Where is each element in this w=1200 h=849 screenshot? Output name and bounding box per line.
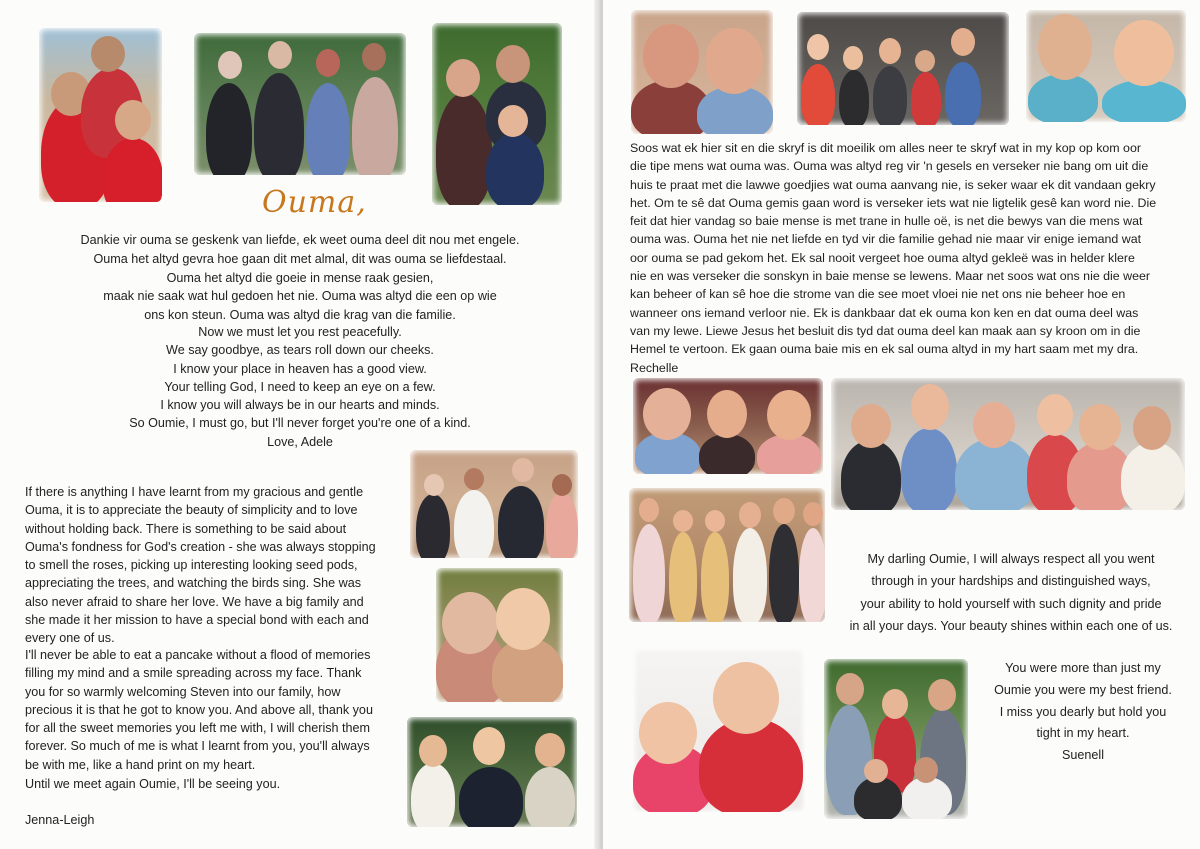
text-line: ouma was. Ouma het nie net liefde en tyd vir die familie gehad nie maar vir enige iemand wat xyxy=(630,232,1142,247)
text-line: every one of us. xyxy=(25,631,115,646)
text-line: You were more than just my xyxy=(1005,661,1161,675)
text-line: be with me, like a hand print on my heart. xyxy=(25,757,256,772)
text-line: for all the sweet memories you left me with, I will cherish them xyxy=(25,721,371,736)
photo-family-child xyxy=(432,23,562,205)
text-line: Soos wat ek hier sit en die skryf is dit moeilik om alles neer te skryf wat in my kop op kom oor xyxy=(630,141,1141,155)
text-line: kan beheer of kan sê hoe die strome van die see moet vloei nie net ons nie beheer hoe en xyxy=(630,287,1126,302)
text-line: Your telling God, I need to keep an eye on a few. xyxy=(164,379,436,394)
text-line: she made it her mission to have a special bond with each and xyxy=(25,613,369,628)
text-line: I miss you dearly but hold you xyxy=(999,704,1167,719)
darling-oumie-message xyxy=(825,548,1197,638)
text-line: nie en was verseker die sonskyn in baie mense se lewens. Maar net soos wat ons nie die weer xyxy=(630,269,1150,284)
text-line: wanneer ons iemand verloor nie. Ek is dankbaar dat ek ouma kon ken en dat ouma deel was xyxy=(630,305,1139,320)
photo-big-family-group xyxy=(831,378,1185,510)
text-line: feit dat hier vandag so baie mense is met trane in hulle oë, is net die bewys van die mens wat xyxy=(630,214,1143,229)
text-line: precious it is that he got to know you. And above all, thank you xyxy=(25,702,373,717)
photo-two-women xyxy=(436,568,563,702)
text-line: Oumie you were my best friend. xyxy=(994,682,1172,697)
text-line: I know your place in heaven has a good view. xyxy=(173,361,427,376)
adele-afrikaans-message xyxy=(40,231,560,325)
text-line: through in your hardships and distinguished ways, xyxy=(871,574,1151,589)
text-line: tight in my heart. xyxy=(1036,726,1130,741)
text-line: also never afraid to share her love. We have a big family and xyxy=(25,594,364,609)
photo-three-people xyxy=(633,378,823,474)
text-line: So Oumie, I must go, but I'll never forget you're one of a kind. xyxy=(129,416,471,431)
text-line: filling my mind and a smile spreading across my face. Thank xyxy=(25,666,362,681)
text-line: het. Om te sê dat Ouma gemis gaan word is verseker iets wat nie ligtelik gesê kan word nie. Die xyxy=(630,195,1157,210)
suenell-message xyxy=(973,658,1193,767)
photo-couple xyxy=(631,10,773,134)
jenna-paragraph-2 xyxy=(25,646,405,774)
text-line: Now we must let you rest peacefully. xyxy=(198,325,402,339)
text-line: My darling Oumie, I will always respect all you went xyxy=(867,552,1155,566)
text-line: to smell the roses, picking up interesting looking seed pods, xyxy=(25,558,358,573)
adele-poem xyxy=(40,323,560,451)
text-line: Ouma het altyd gevra hoe gaan dit met almal, dit was ouma se liefdestaal. xyxy=(93,251,507,266)
text-line: I know you will always be in our hearts and minds. xyxy=(160,398,440,413)
text-line: die tipe mens wat ouma was. Ouma was altyd reg vir 'n gesels en verseker nie bang om uit die xyxy=(630,159,1149,174)
text-line: Hemel te vertoon. Ek gaan ouma baie mis en ek sal ouma altyd in my hart saam met my dra. xyxy=(630,342,1139,357)
left-page xyxy=(0,0,598,849)
rechelle-message xyxy=(630,139,1195,377)
text-line: I'll never be able to eat a pancake without a flood of memories xyxy=(25,648,371,662)
text-line: in all your days. Your beauty shines within each one of us. xyxy=(849,619,1173,634)
adele-signature: Love, Adele xyxy=(267,434,333,449)
photo-family-six xyxy=(797,12,1009,125)
text-line: without holding back. There is something to be said about xyxy=(25,521,347,536)
text-line: huis te praat met die lawwe goedjies wat ouma aanvang nie, is seker waar ek dit vandaan gekry xyxy=(630,177,1156,192)
text-line: If there is anything I have learnt from my gracious and gentle xyxy=(25,485,364,499)
jenna-paragraph-3: Until we meet again Oumie, I'll be seeing you. xyxy=(25,777,281,791)
photo-wedding-party xyxy=(629,488,825,622)
text-line: Ouma's fondness for God's creation - she was always stopping xyxy=(25,539,376,554)
right-page xyxy=(603,0,1200,849)
jenna-signature: Jenna-Leigh xyxy=(25,813,95,827)
photo-group-seniors xyxy=(194,33,406,175)
photo-two-women-smiling xyxy=(1026,10,1186,122)
photo-grandmother-girl xyxy=(633,648,805,812)
photo-graduation xyxy=(407,717,577,827)
text-line: van my lewe. Liewe Jesus het besluit dis tyd dat ouma deel kan maak aan sy kroon om in die xyxy=(630,323,1141,338)
text-line: Ouma het altyd die goeie in mense raak gesien, xyxy=(166,270,434,285)
text-line: oor ouma se pad gekom het. Ek sal nooit vergeet hoe ouma altyd gekleë was in helder klere xyxy=(630,250,1135,265)
text-line: maak nie saak wat hul gedoen het nie. Ouma was altyd die een op wie xyxy=(103,289,497,304)
photo-family-rugby xyxy=(39,28,162,202)
text-line: ons kon steun. Ouma was altyd die krag van die familie. xyxy=(144,308,456,323)
photo-wedding-group xyxy=(410,450,578,558)
text-line: Ouma, it is to appreciate the beauty of simplicity and to love xyxy=(25,503,358,518)
rechelle-signature: Rechelle xyxy=(630,360,679,375)
jenna-paragraph-1 xyxy=(25,483,405,648)
text-line: We say goodbye, as tears roll down our cheeks. xyxy=(166,343,434,358)
text-line: you for so warmly welcoming Steven into our family, how xyxy=(25,684,341,699)
text-line: Dankie vir ouma se geskenk van liefde, ek weet ouma deel dit nou met engele. xyxy=(80,233,520,247)
photo-family-palm xyxy=(824,659,968,819)
page-title: Ouma, xyxy=(262,185,367,220)
text-line: your ability to hold yourself with such dignity and pride xyxy=(860,596,1162,611)
suenell-signature: Suenell xyxy=(1061,748,1104,763)
text-line: forever. So much of me is what I learnt from you, you'll always xyxy=(25,739,370,754)
text-line: appreciating the trees, and watching the birds sing. She was xyxy=(25,576,362,591)
